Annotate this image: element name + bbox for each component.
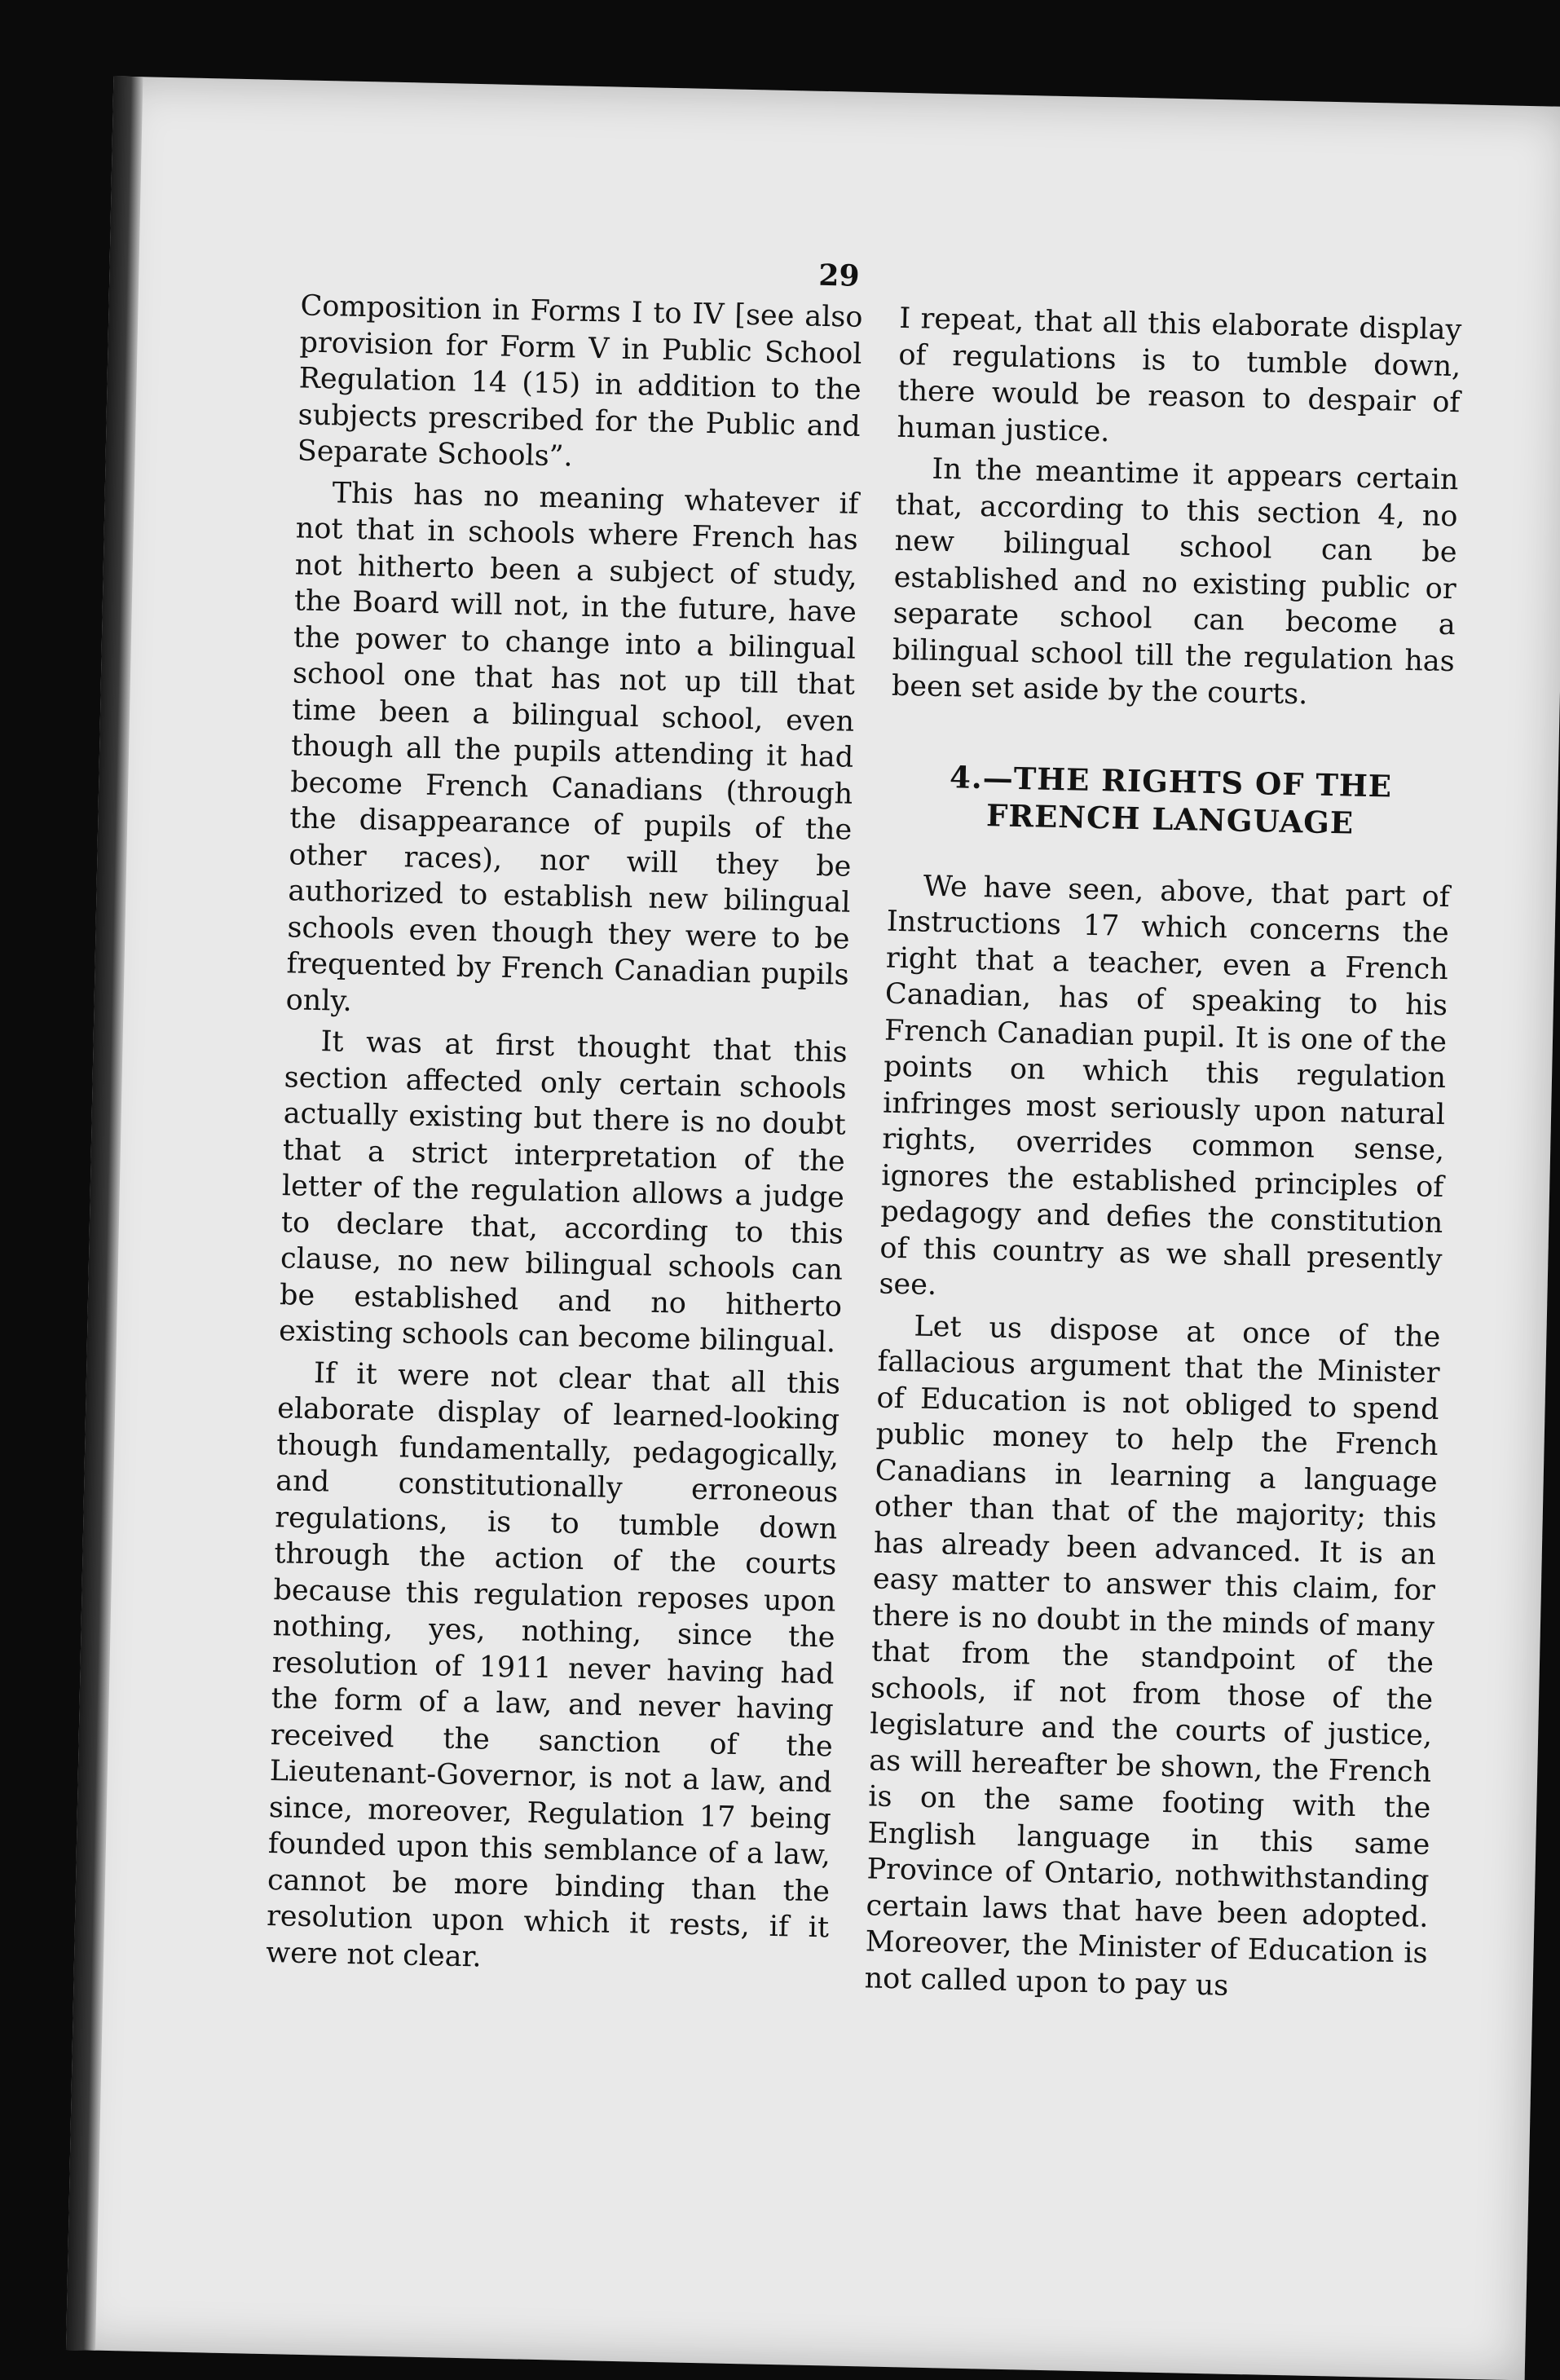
page-number: 29 (817, 258, 860, 293)
scanned-page (66, 77, 1560, 2380)
left-paragraph-2: This has no meaning whatever if not that in schools where French has not hitherto been a subject of study, the Board will not, in the future, have the power to change into a bilingual school one that has not up till that time been a bilingual school, even though all the pupils attending it had become French Canadians (through the disappearance of pupils of the other races), nor will they be authorized to establish new bilingual schools even though they were to be frequented by French Canadian pupils only. (285, 476, 860, 1018)
right-paragraph-1: I repeat, that all this elaborate display of regulations is to tumble down, there would be reason to despair of human justice. (897, 302, 1462, 448)
section-heading-line-2: FRENCH LANGUAGE (985, 796, 1355, 841)
right-paragraph-4: Let us dispose at once of the fallacious argument that the Minister of Education is not obliged to spend public money to help the French Canadians in learning a language other than that of the majority; this has already been advanced. It is an easy matter to answer this claim, for there is no doubt in the minds of many that from the standpoint of the schools, if not from those of the legislature and the courts of justice, as will hereafter be shown, the French is on the same footing with the English language in this same Province of Ontario, nothwithstanding certain laws that have been adopted. Moreover, the Minister of Education is not called upon to pay us (864, 1309, 1441, 2003)
right-paragraph-2: In the meantime it appears certain that, according to this section 4, no new bilingual school can be established and no existing public or separate school can become a bilingual school till the regulation has been set aside by the courts. (891, 452, 1459, 712)
section-heading (888, 756, 1452, 843)
left-paragraph-3: It was at first thought that this section affected only certain schools actually existing but there is no doubt that a strict interpretation of the letter of the regulation allows a judge to declare that, according to this clause, no new bilingual schools can be established and no hitherto existing schools can become bilingual. (278, 1025, 848, 1360)
section-heading-line-1: 4.—THE RIGHTS OF THE (949, 758, 1393, 804)
right-paragraph-3: We have seen, above, that part of Instructions 17 which concerns the right that a teacher, even a French Canadian, has of speaking to his French Canadian pupil. It is one of the points on which this regulation infringes most seriously upon natural rights, overrides common sense, ignores the established principles of pedagogy and defies the constitution of this country as we shall presently see. (879, 870, 1451, 1302)
left-paragraph-4: If it were not clear that all this elaborate display of learned-looking though fundamentally, pedagogically, and constitutionally erroneous regulations, is to tumble down through the action of the courts because this regulation reposes upon nothing, yes, nothing, since the resolution of 1911 never having had the form of a law, and never having received the sanction of the Lieutenant-Governor, is not a law, and since, moreover, Regulation 17 being founded upon this semblance of a law, cannot be more binding than the resolution upon which it rests, if it were not clear. (265, 1356, 841, 1974)
page-binding-edge (66, 77, 143, 2351)
left-column (266, 288, 863, 1987)
right-column (864, 301, 1462, 2013)
left-paragraph-1: Composition in Forms I to IV [see also provision for Form V in Public School Regulation 14 (15) in addition to the subjects prescribed for the Public and Separate Schools”. (297, 289, 863, 474)
